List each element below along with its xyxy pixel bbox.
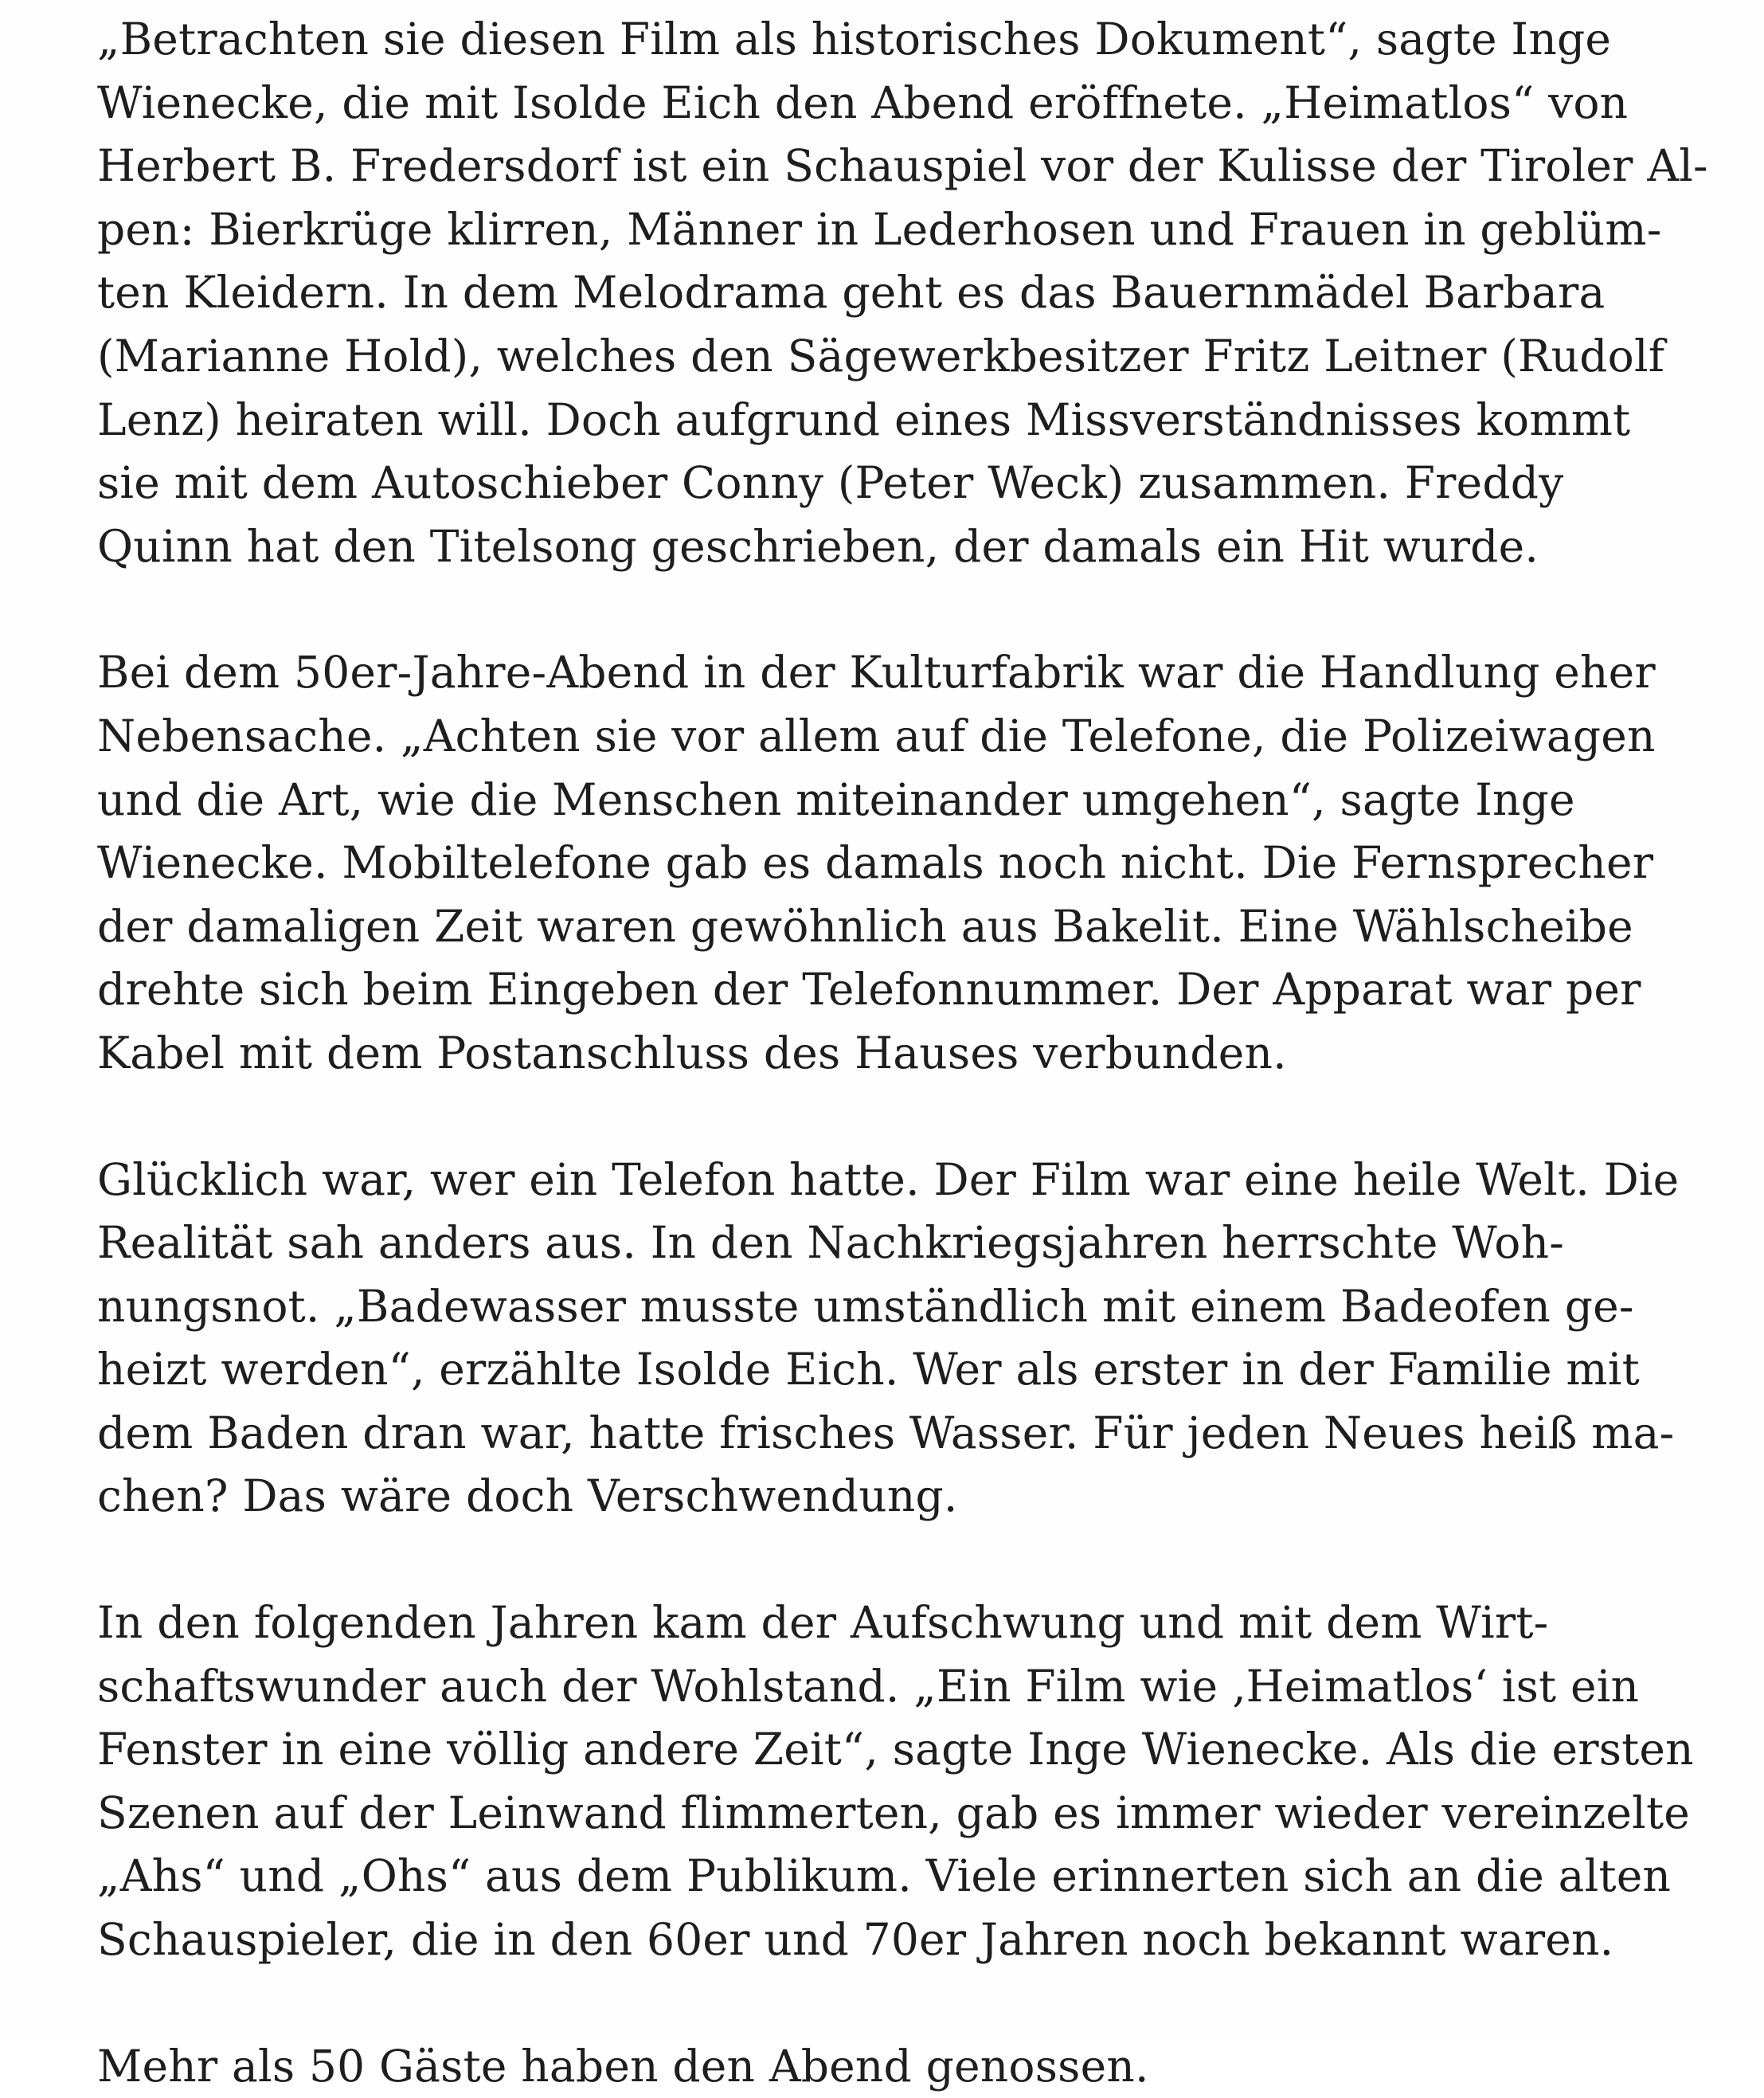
text-line: Nebensache. „Achten sie vor allem auf die Telefone, die Polizeiwagen [97,710,1656,761]
text-line: Glücklich war, wer ein Telefon hatte. Der Film war eine heile Welt. Die [97,1153,1680,1205]
text-line: Wienecke, die mit Isolde Eich den Abend eröffnete. „Heimatlos“ von [97,76,1629,128]
text-line: pen: Bierkrüge klirren, Männer in Lederhosen und Frauen in geblüm- [97,203,1662,255]
text-line: Schauspieler, die in den 60er und 70er Jahren noch bekannt waren. [97,1914,1614,1966]
text-line: der damaligen Zeit waren gewöhnlich aus Bakelit. Eine Wählscheibe [97,900,1633,952]
article-body [97,8,1708,2098]
text-line: In den folgenden Jahren kam der Aufschwung und mit dem Wirt- [97,1597,1549,1649]
text-line: ten Kleidern. In dem Melodrama geht es das Bauernmädel Barbara [97,267,1606,319]
text-line: dem Baden dran war, hatte frisches Wasser. Für jeden Neues heiß ma- [97,1407,1675,1458]
text-line: Realität sah anders aus. In den Nachkriegsjahren herrschte Woh- [97,1217,1564,1269]
text-line: heizt werden“, erzählte Isolde Eich. Wer als erster in der Familie mit [97,1344,1640,1395]
paragraph-1 [97,8,1708,578]
text-line: und die Art, wie die Menschen miteinander umgehen“, sagte Inge [97,773,1575,825]
text-line: Mehr als 50 Gäste haben den Abend genossen. [97,2040,1149,2092]
paragraph-5 [97,2035,1698,2098]
text-line: Fenster in eine völlig andere Zeit“, sagte Inge Wienecke. Als die ersten [97,1724,1694,1775]
text-line: Wienecke. Mobiltelefone gab es damals noch nicht. Die Fernsprecher [97,837,1654,889]
text-line: Quinn hat den Titelsong geschrieben, der damals ein Hit wurde. [97,520,1539,572]
text-line: Szenen auf der Leinwand flimmerten, gab es immer wieder vereinzelte [97,1787,1691,1838]
text-line: nungsnot. „Badewasser musste umständlich mit einem Badeofen ge- [97,1280,1634,1332]
text-line: Lenz) heiraten will. Doch aufgrund eines Missverständnisses kommt [97,393,1631,445]
text-line: Bei dem 50er-Jahre-Abend in der Kulturfabrik war die Handlung eher [97,647,1656,699]
text-line: „Betrachten sie diesen Film als historisches Dokument“, sagte Inge [97,14,1612,65]
text-line: drehte sich beim Eingeben der Telefonnummer. Der Apparat war per [97,964,1641,1016]
text-line: sie mit dem Autoschieber Conny (Peter Weck) zusammen. Freddy [97,457,1564,509]
paragraph-4 [97,1591,1698,1972]
text-line: (Marianne Hold), welches den Sägewerkbesitzer Fritz Leitner (Rudolf [97,330,1665,382]
paragraph-2 [97,641,1698,1085]
text-line: schaftswunder auch der Wohlstand. „Ein Film wie ‚Heimatlos‘ ist ein [97,1660,1640,1712]
text-line: Kabel mit dem Postanschluss des Hauses verbunden. [97,1027,1287,1078]
text-line: chen? Das wäre doch Verschwendung. [97,1470,958,1522]
paragraph-3 [97,1149,1698,1529]
text-line: „Ahs“ und „Ohs“ aus dem Publikum. Viele erinnerten sich an die alten [97,1850,1672,1902]
text-line: Herbert B. Fredersdorf ist ein Schauspiel vor der Kulisse der Tiroler Al- [97,140,1708,192]
